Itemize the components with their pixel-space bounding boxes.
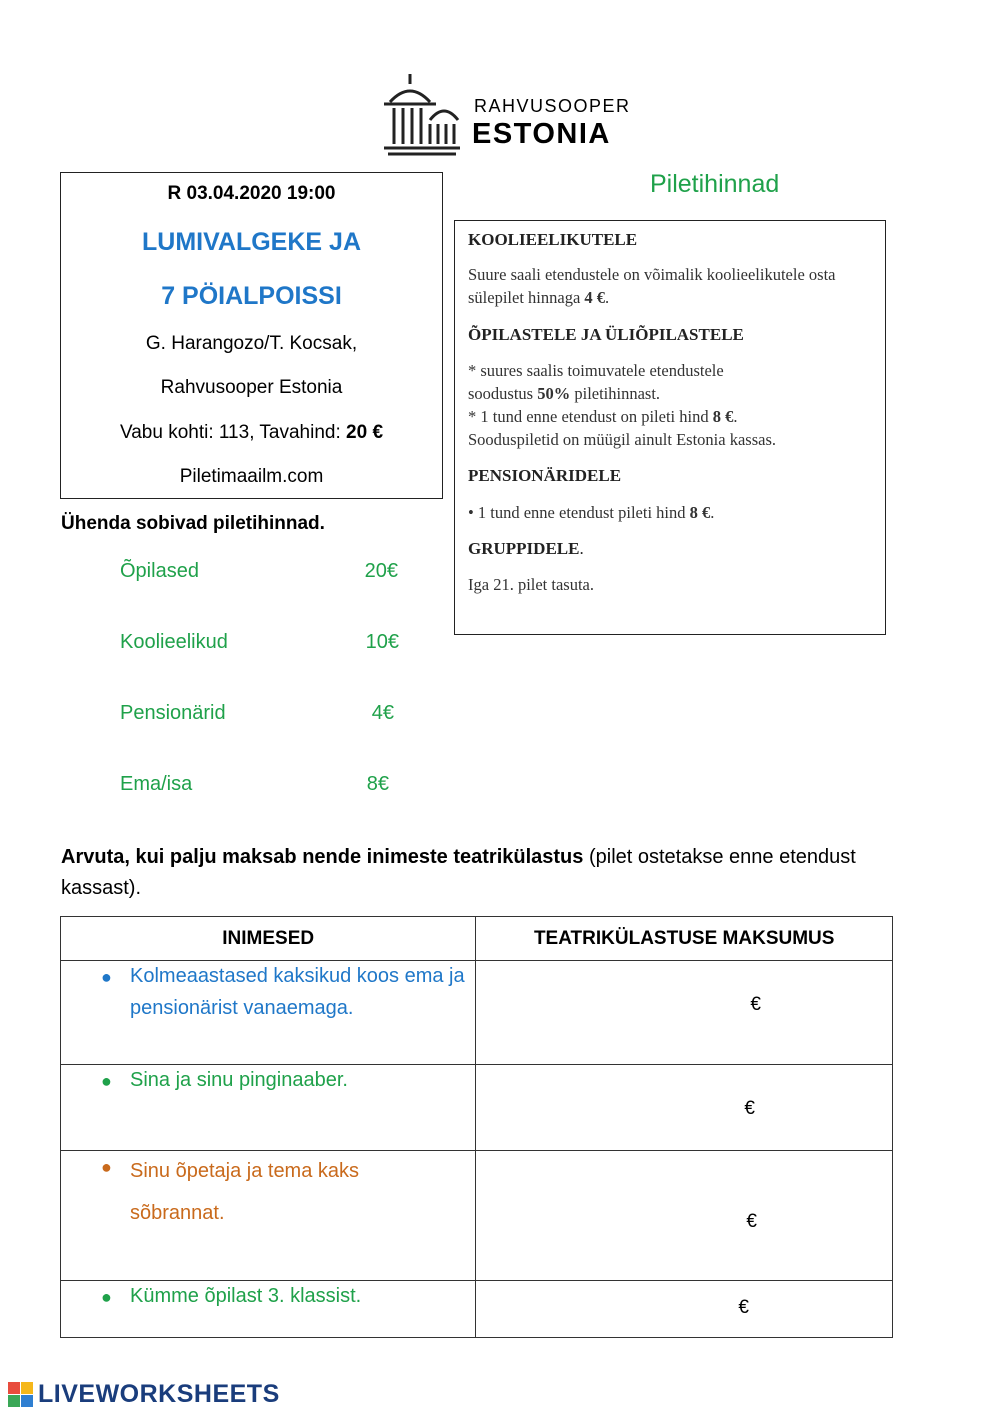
people-cell (61, 1065, 476, 1151)
price-section-pensioners-heading: PENSIONÄRIDELE (468, 466, 622, 485)
event-seats-text: Vabu kohti: 113, Tavahind: (119, 422, 347, 443)
match-value-8[interactable]: 8€ (366, 773, 389, 795)
logo-line1: RAHVUSOOPER (474, 96, 631, 116)
groups-heading-text: GRUPPIDELE (468, 539, 580, 558)
event-venue: Rahvusooper Estonia (160, 377, 343, 398)
match-label-koolieelikud[interactable]: Koolieelikud (120, 631, 228, 653)
table-row (61, 961, 893, 1065)
bullet-icon: ● (101, 1287, 112, 1307)
pensioners-hour-dot: . (710, 503, 715, 522)
table-header-row (61, 917, 893, 961)
people-cell (61, 1281, 476, 1338)
opera-house-icon (380, 72, 462, 158)
students-line1: * suures saalis toimuvatele etendustele (468, 361, 724, 380)
match-value-4[interactable]: 4€ (371, 702, 394, 724)
people-text: Kümme õpilast 3. klassist. (130, 1285, 362, 1307)
match-task-title: Ühenda sobivad piletihinnad. (61, 513, 325, 534)
preschool-price: 4 € (584, 288, 606, 307)
students-hour-dot: . (733, 407, 738, 426)
col-header-cost: TEATRIKÜLASTUSE MAKSUMUS (476, 917, 893, 961)
students-line4: Sooduspiletid on müügil ainult Estonia kassas. (468, 430, 776, 449)
match-value-10[interactable]: 10€ (365, 631, 399, 653)
people-text: Sinu õpetaja ja tema kaks sõbrannat. (130, 1160, 360, 1224)
table-row (61, 1151, 893, 1281)
euro-sign: € (750, 994, 761, 1015)
pensioners-text (468, 501, 873, 524)
price-section-preschool-text: Suure saali etendustele on võimalik koolieelikutele osta sülepilet hinnaga 4 €. (468, 265, 836, 307)
students-discount-value: 50% (537, 384, 571, 403)
students-discount-suffix: piletihinnast. (570, 384, 661, 403)
cost-table (60, 916, 893, 1338)
instruction-bold: Arvuta, kui palju maksab nende inimeste teatrikülastus (61, 846, 584, 868)
liveworksheets-logo-icon (8, 1382, 34, 1408)
cost-answer-cell[interactable] (476, 961, 893, 1065)
euro-sign: € (744, 1098, 755, 1119)
students-line3 (468, 405, 873, 428)
groups-text: Iga 21. pilet tasuta. (468, 575, 595, 594)
pensioners-hour-price: 8 € (689, 503, 711, 522)
people-cell (61, 961, 476, 1065)
match-value-20[interactable]: 20€ (364, 560, 398, 582)
students-hour-price: 8 € (712, 407, 734, 426)
col-header-people: INIMESED (61, 917, 476, 961)
rahvusooper-logo (380, 72, 640, 158)
event-title-line1: LUMIVALGEKE JA (142, 228, 361, 256)
event-seats (61, 422, 442, 444)
pensioners-hour-text: • 1 tund enne etendust pileti hind (468, 503, 690, 522)
price-section-preschool-heading: KOOLIEELIKUTELE (468, 230, 638, 249)
footer-brand: LIVEWORKSHEETS (38, 1380, 280, 1408)
euro-sign: € (738, 1297, 749, 1318)
bullet-icon: ● (101, 967, 112, 987)
students-hour-text: * 1 tund enne etendust on pileti hind (468, 407, 713, 426)
people-text: Kolmeaastased kaksikud koos ema ja pensionärist vanaemaga. (130, 965, 465, 1019)
cost-answer-cell[interactable] (476, 1281, 893, 1338)
cost-answer-cell[interactable] (476, 1065, 893, 1151)
event-title-line2: 7 PÖIALPOISSI (161, 282, 342, 310)
liveworksheets-footer (8, 1380, 308, 1410)
event-seats-price: 20 € (346, 422, 384, 443)
students-discount-text: soodustus (468, 384, 538, 403)
match-label-ema-isa[interactable]: Ema/isa (120, 773, 193, 795)
students-line2 (468, 382, 873, 405)
price-section-groups-heading (468, 537, 584, 560)
people-cell (61, 1151, 476, 1281)
event-website: Piletimaailm.com (179, 466, 324, 487)
table-row (61, 1281, 893, 1338)
bullet-icon: ● (101, 1157, 112, 1177)
match-label-opilased[interactable]: Õpilased (120, 560, 199, 582)
price-section-students-heading: ÕPILASTELE JA ÜLIÕPILASTELE (468, 325, 744, 344)
instruction-normal: (pilet ostetakse enne etendust kassast). (61, 846, 856, 899)
event-authors: G. Harangozo/T. Kocsak, (145, 333, 358, 354)
groups-heading-dot: . (579, 539, 584, 558)
prices-title: Piletihinnad (650, 170, 780, 198)
cost-answer-cell[interactable] (476, 1151, 893, 1281)
price-info-box (454, 220, 886, 635)
preschool-text: Suure saali etendustele on võimalik koolieelikutele osta sülepilet hinnaga (468, 265, 836, 307)
logo-line2: ESTONIA (472, 118, 611, 150)
match-label-pensionarid[interactable]: Pensionärid (120, 702, 226, 724)
calculation-instruction (61, 842, 941, 904)
euro-sign: € (746, 1211, 757, 1232)
event-info-box (60, 172, 443, 499)
table-row (61, 1065, 893, 1151)
event-datetime: R 03.04.2020 19:00 (167, 183, 336, 204)
people-text: Sina ja sinu pinginaaber. (130, 1069, 348, 1091)
bullet-icon: ● (101, 1071, 112, 1091)
